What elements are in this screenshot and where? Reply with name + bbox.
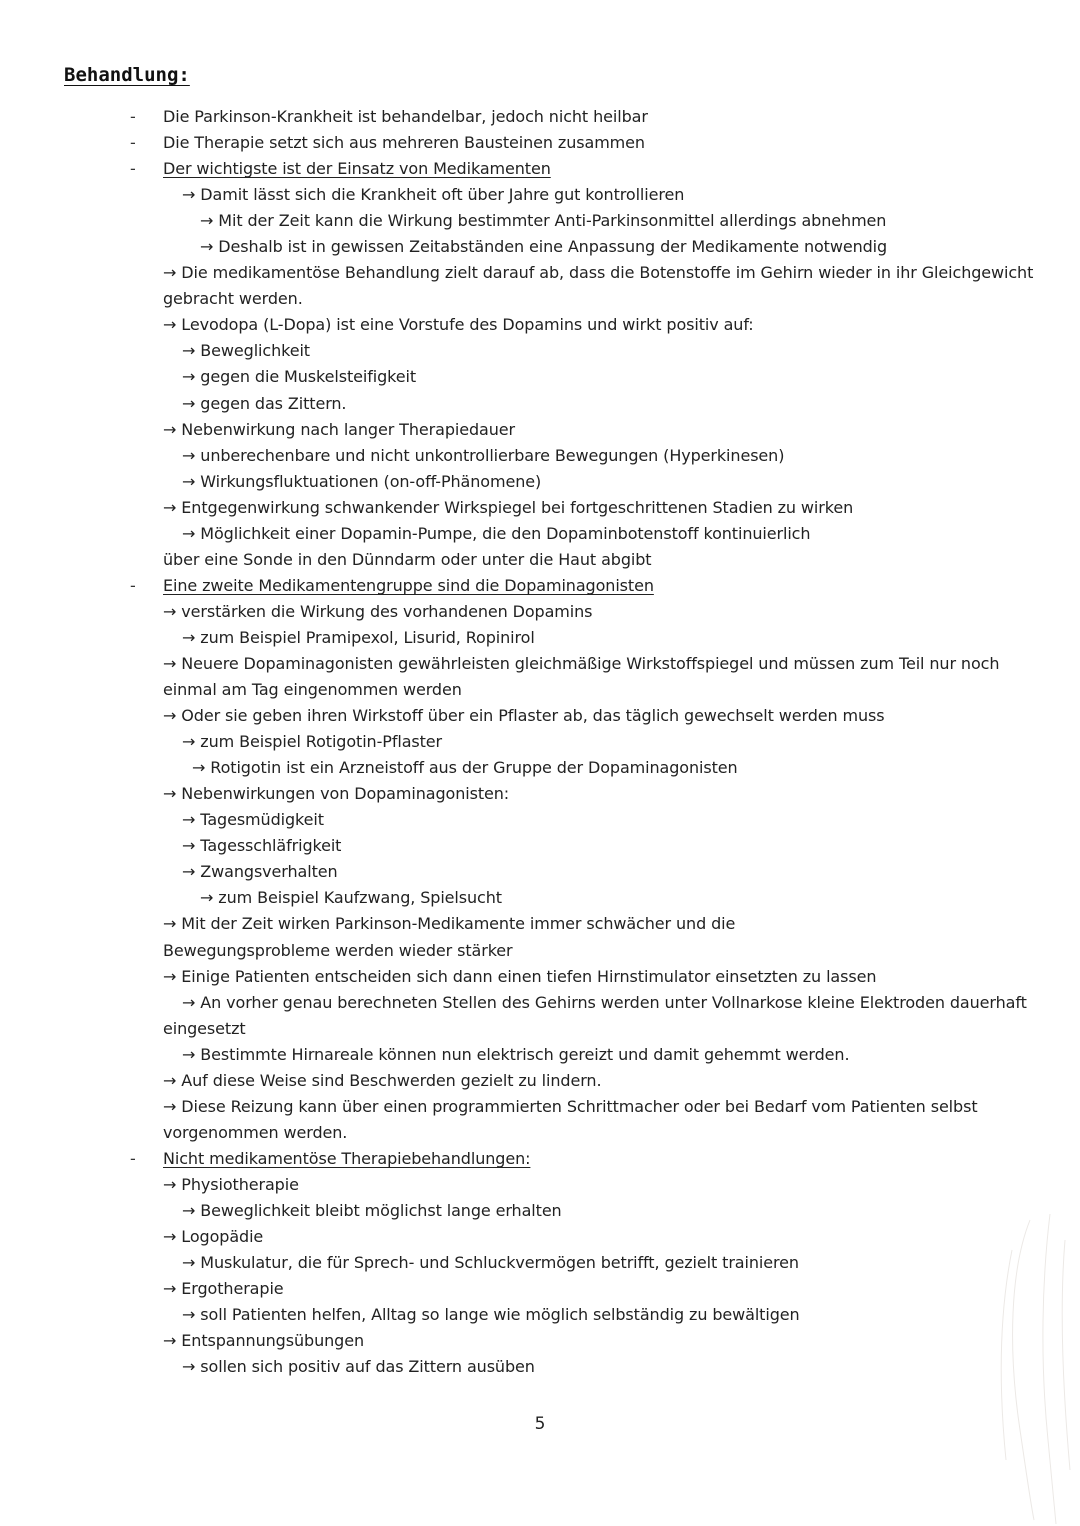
line-text: → Ergotherapie [163,1279,284,1299]
text-line [0,338,1080,364]
page-number: 5 [534,1414,546,1434]
line-text: → zum Beispiel Pramipexol, Lisurid, Ropinirol [182,627,535,647]
line-text: → Entgegenwirkung schwankender Wirkspiegel bei fortgeschrittenen Stadien zu wirken [163,497,854,517]
text-line [0,1094,1080,1120]
line-text: → verstärken die Wirkung des vorhandenen Dopamins [163,601,593,621]
line-text: → zum Beispiel Kaufzwang, Spielsucht [200,888,502,908]
text-line [0,781,1080,807]
line-text: Bewegungsprobleme werden wieder stärker [163,940,513,960]
text-line [0,651,1080,677]
text-line [0,911,1080,937]
text-line [0,599,1080,625]
text-line [0,729,1080,755]
line-text: → gegen das Zittern. [182,393,347,413]
text-line [0,703,1080,729]
line-text: → Muskulatur, die für Sprech- und Schluckvermögen betrifft, gezielt trainieren [182,1253,799,1273]
text-line [0,1016,1080,1042]
line-text: → Tagesschläfrigkeit [182,836,342,856]
text-line [0,1302,1080,1328]
text-line [0,1224,1080,1250]
line-text: → Diese Reizung kann über einen programmierten Schrittmacher oder bei Bedarf vom Patienten selbst [163,1096,978,1116]
line-text: Nicht medikamentöse Therapiebehandlungen: [163,1148,531,1168]
text-line [0,521,1080,547]
bullet-dash: - [130,1148,136,1168]
bullet-dash: - [130,107,136,126]
text-line [0,104,1080,130]
line-text: → zum Beispiel Rotigotin-Pflaster [182,732,443,752]
text-line [0,443,1080,469]
text-line [0,755,1080,781]
text-line [0,1328,1080,1354]
line-text: → An vorher genau berechneten Stellen des Gehirns werden unter Vollnarkose kleine Elektroden dauerhaft [182,992,1027,1012]
line-text: → sollen sich positiv auf das Zittern ausüben [182,1357,535,1377]
line-text: → Nebenwirkung nach langer Therapiedauer [163,419,515,439]
line-text: Die Therapie setzt sich aus mehreren Bausteinen zusammen [163,133,645,153]
text-line [0,573,1080,599]
line-text: Eine zweite Medikamentengruppe sind die Dopaminagonisten [163,575,654,595]
line-text: → Zwangsverhalten [182,862,338,882]
text-line [0,234,1080,260]
text-line [0,677,1080,703]
bullet-dash: - [130,159,136,179]
text-line [0,833,1080,859]
text-line [0,469,1080,495]
line-text: → Wirkungsfluktuationen (on-off-Phänomene) [182,471,542,491]
text-line [0,312,1080,338]
text-line [0,938,1080,964]
text-line [0,1198,1080,1224]
line-text: → Levodopa (L-Dopa) ist eine Vorstufe des Dopamins und wirkt positiv auf: [163,315,754,335]
text-line [0,208,1080,234]
line-text: → Deshalb ist in gewissen Zeitabständen eine Anpassung der Medikamente notwendig [200,237,888,257]
line-text: → Logopädie [163,1227,264,1247]
line-text: eingesetzt [163,1018,246,1038]
line-text: → Auf diese Weise sind Beschwerden gezielt zu lindern. [163,1070,602,1090]
line-text: über eine Sonde in den Dünndarm oder unter die Haut abgibt [163,549,652,569]
text-line [0,417,1080,443]
text-line [0,547,1080,573]
section-heading: Behandlung: [64,64,190,86]
text-line [0,391,1080,417]
text-line [0,156,1080,182]
text-line [0,364,1080,390]
text-line [0,807,1080,833]
line-text: → Tagesmüdigkeit [182,810,324,830]
line-text: → Rotigotin ist ein Arzneistoff aus der Gruppe der Dopaminagonisten [192,758,738,778]
text-line [0,964,1080,990]
bullet-dash: - [130,575,136,595]
line-text: → unberechenbare und nicht unkontrollierbare Bewegungen (Hyperkinesen) [182,445,785,465]
line-text: gebracht werden. [163,289,303,309]
text-line [0,885,1080,911]
line-text: → Die medikamentöse Behandlung zielt darauf ab, dass die Botenstoffe im Gehirn wieder in ihr Gleichgewicht [163,263,1034,283]
line-text: → Beweglichkeit bleibt möglichst lange erhalten [182,1200,562,1220]
line-text: einmal am Tag eingenommen werden [163,680,462,700]
line-text: → Neuere Dopaminagonisten gewährleisten gleichmäßige Wirkstoffspiegel und müssen zum Teil nur noch [163,653,1000,673]
line-text: → Physiotherapie [163,1174,299,1194]
line-text: Der wichtigste ist der Einsatz von Medikamenten [163,159,551,179]
text-line [0,1120,1080,1146]
text-line [0,1172,1080,1198]
line-text: → soll Patienten helfen, Alltag so lange wie möglich selbständig zu bewältigen [182,1305,800,1325]
watermark-sketch [990,1210,1080,1526]
line-text: → Einige Patienten entscheiden sich dann einen tiefen Hirnstimulator einsetzten zu lassen [163,966,877,986]
text-line [0,130,1080,156]
line-text: → Entspannungsübungen [163,1331,364,1351]
line-text: → Beweglichkeit [182,341,310,361]
text-line [0,1276,1080,1302]
text-line [0,260,1080,286]
line-text: → Mit der Zeit kann die Wirkung bestimmter Anti-Parkinsonmittel allerdings abnehmen [200,211,887,231]
bullet-dash: - [130,133,136,153]
text-line [0,495,1080,521]
text-line [0,286,1080,312]
notes-body [0,104,1080,1380]
line-text: Die Parkinson-Krankheit ist behandelbar, jedoch nicht heilbar [163,107,648,126]
line-text: vorgenommen werden. [163,1122,348,1142]
line-text: → Oder sie geben ihren Wirkstoff über ein Pflaster ab, das täglich gewechselt werden muss [163,706,885,726]
line-text: → gegen die Muskelsteifigkeit [182,367,417,387]
line-text: → Mit der Zeit wirken Parkinson-Medikamente immer schwächer und die [163,914,736,934]
text-line [0,859,1080,885]
text-line [0,625,1080,651]
text-line [0,1250,1080,1276]
text-line [0,990,1080,1016]
text-line [0,1146,1080,1172]
text-line [0,1068,1080,1094]
line-text: → Bestimmte Hirnareale können nun elektrisch gereizt und damit gehemmt werden. [182,1044,850,1064]
line-text: → Nebenwirkungen von Dopaminagonisten: [163,784,510,804]
line-text: → Damit lässt sich die Krankheit oft über Jahre gut kontrollieren [182,185,685,205]
text-line [0,1042,1080,1068]
text-line [0,182,1080,208]
text-line [0,1354,1080,1380]
line-text: → Möglichkeit einer Dopamin-Pumpe, die den Dopaminbotenstoff kontinuierlich [182,523,811,543]
